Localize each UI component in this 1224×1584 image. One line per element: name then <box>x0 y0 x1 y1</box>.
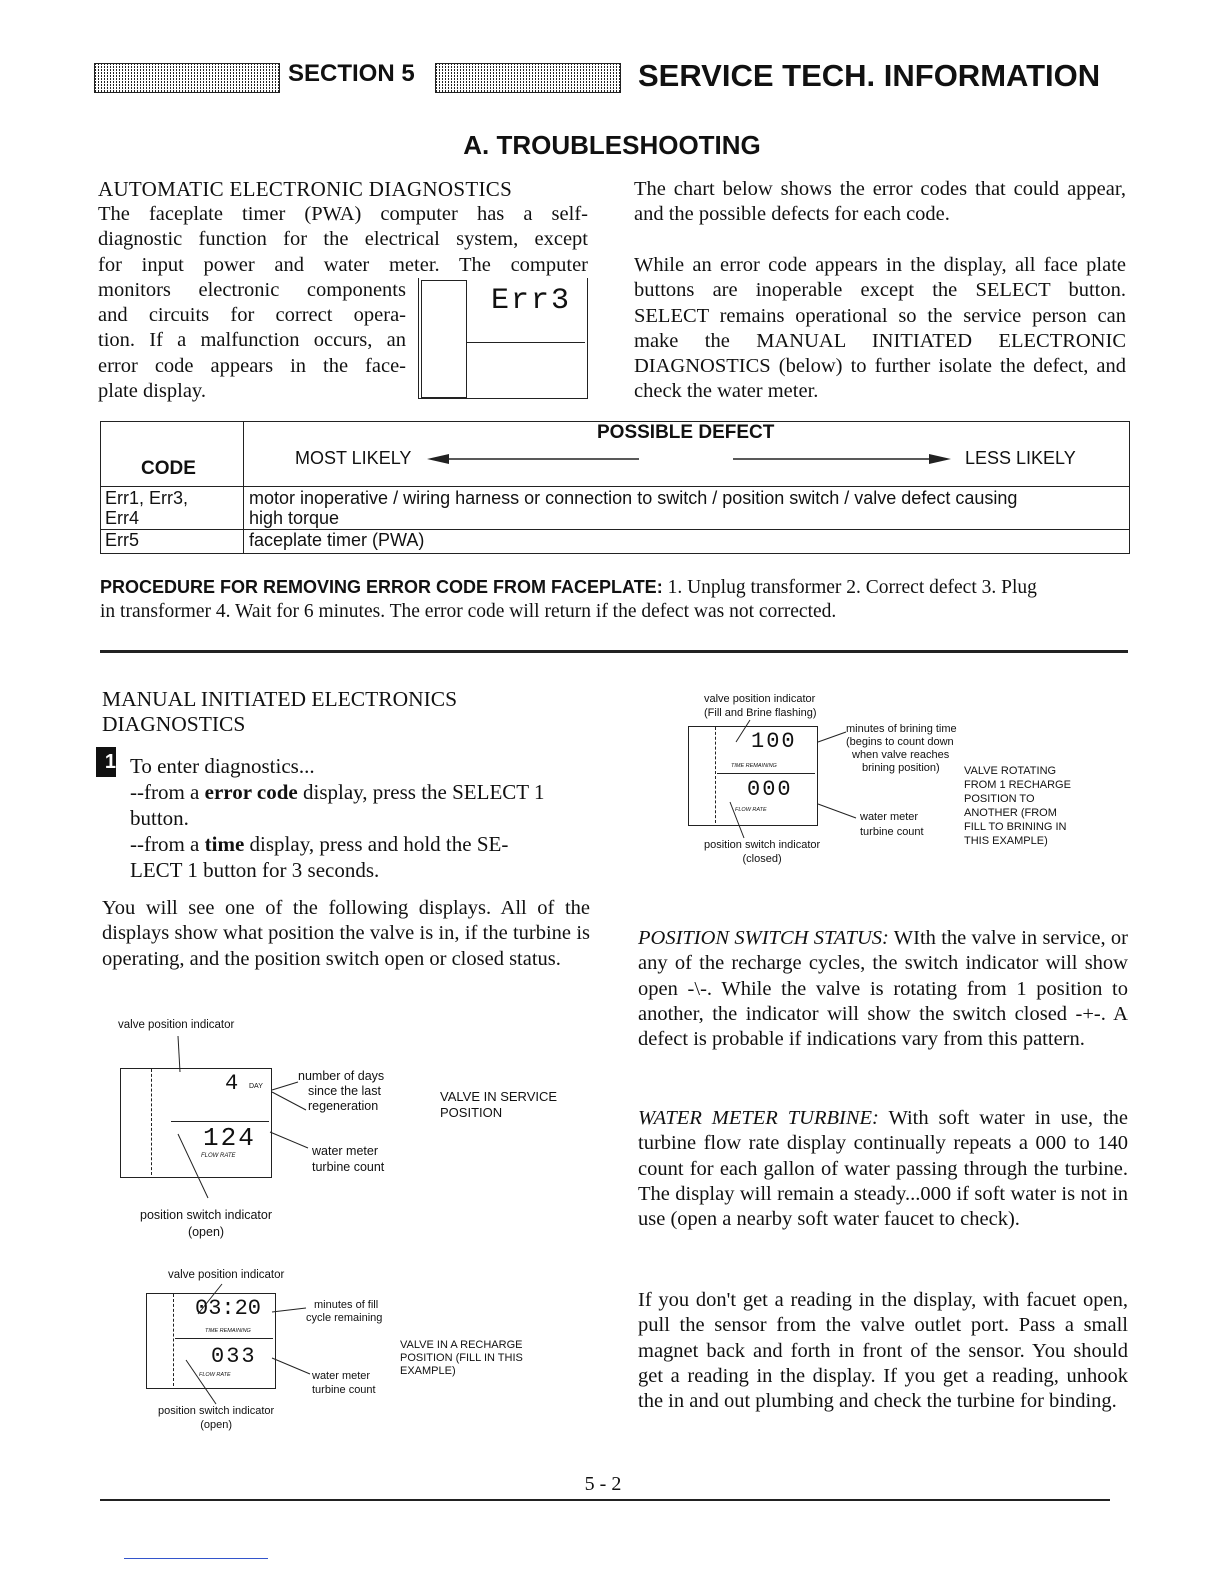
row1-code-line1: Err1, Err3, <box>105 488 189 508</box>
diag1-status-1: VALVE IN SERVICE <box>440 1089 558 1104</box>
diag3-status-5: FILL TO BRINING IN <box>964 821 1067 833</box>
diag2-divider <box>175 1338 273 1339</box>
step-a-prefix: --from a <box>130 780 205 804</box>
step-a-bold: error code <box>204 780 298 804</box>
row1-defect-line2: high torque <box>249 508 340 528</box>
step-b-bold: time <box>204 832 245 856</box>
diag1-label-meter: water meter <box>312 1144 378 1158</box>
defect-table <box>100 421 1130 554</box>
diag3-status-3: POSITION TO <box>964 793 1035 805</box>
diag3-flow-rate: FLOW RATE <box>735 807 767 813</box>
diag3-label-brining: brining position) <box>862 762 940 774</box>
manual-diag-heading-2: DIAGNOSTICS <box>102 712 246 736</box>
diag1-label-since: since the last <box>308 1084 381 1098</box>
procedure-text1: 1. Unplug transformer 2. Correct defect 3. Plug <box>662 577 1037 598</box>
position-switch-text: WIth the valve in service, or any of the recharge cycles, the switch indicator will show open -\-. While the valve is rotating from 1 position to another, the indicator will show the switch closed -+-. A defect is probable if indications vary from this pattern. <box>638 927 1128 1051</box>
row1-defect <box>249 488 1017 528</box>
diag1-label-days: number of days <box>298 1069 385 1083</box>
step-a-line2: button. <box>130 806 189 830</box>
diag1-callouts <box>298 1069 384 1114</box>
row2-code: Err5 <box>105 530 140 550</box>
diag1-top-digits: 4 <box>225 1071 241 1096</box>
diag1-status <box>440 1089 557 1121</box>
step-intro: To enter diagnostics... <box>130 754 315 778</box>
position-switch-para <box>638 926 1128 1052</box>
diag3-bottom-digits: 000 <box>747 777 793 802</box>
water-meter-para <box>638 1106 1128 1232</box>
diag3-valve-indicator: valve position indicator <box>704 693 816 705</box>
diag1-label-regen: regeneration <box>308 1099 379 1113</box>
diag3-label-meter: water meter <box>860 811 919 823</box>
step-number-badge: 1 <box>96 747 116 777</box>
procedure-line1 <box>100 577 1130 599</box>
diag1-level-column <box>121 1069 152 1175</box>
diag3-header <box>704 692 817 720</box>
table-header-divider <box>101 486 1129 487</box>
row1-code-line2: Err4 <box>105 508 140 528</box>
section-divider <box>100 650 1128 653</box>
most-likely-arrow-icon <box>427 452 639 466</box>
reading-para: If you don't get a reading in the display, with facuet open, pull the sensor from the valve outlet port. Pass a small magnet back and forth in front of the sensor. You should get a reading in the display. If you get a reading, unhook the in and out plumbing and check the turbine for binding. <box>638 1289 1128 1413</box>
water-meter-title: WATER METER TURBINE: <box>638 1107 879 1129</box>
section-subtitle: A. TROUBLESHOOTING <box>463 130 761 160</box>
lcd-divider <box>467 342 585 343</box>
diag2-status-3: EXAMPLE) <box>400 1365 456 1377</box>
procedure-label: PROCEDURE FOR REMOVING ERROR CODE FROM FACEPLATE: <box>100 577 663 597</box>
auto-diag-line-5: and circuits for correct opera- <box>98 304 406 327</box>
diag3-top-digits: 100 <box>751 729 797 754</box>
diag2-bottom-digits: 033 <box>211 1344 257 1369</box>
position-switch-title: POSITION SWITCH STATUS: <box>638 927 889 949</box>
diag3-valve-sub: (Fill and Brine flashing) <box>704 707 817 719</box>
diag2-switch-callout <box>158 1404 274 1432</box>
diag3-level-column <box>689 727 716 823</box>
procedure-line2: in transformer 4. Wait for 6 minutes. The error code will return if the defect was not corrected. <box>100 601 837 622</box>
diag2-time-remaining: TIME REMAINING <box>205 1328 251 1334</box>
auto-diag-line-6: tion. If a malfunction occurs, an <box>98 329 406 352</box>
displays-text: You will see one of the following displays. All of the displays show what position the valve is in, if the turbine is operating, and the position switch open or closed status. <box>102 897 590 970</box>
auto-diag-line-1: The faceplate timer (PWA) computer has a self- <box>98 203 588 225</box>
less-likely-arrow-icon <box>733 452 951 466</box>
diag2-meter-callout <box>312 1369 376 1397</box>
diag2-label-open: (open) <box>200 1419 232 1431</box>
diag2-status-1: VALVE IN A RECHARGE <box>400 1339 523 1351</box>
diag2-lcd <box>146 1293 276 1389</box>
step-a-line1 <box>130 779 544 805</box>
error-lcd-display <box>418 278 588 399</box>
auto-diag-line-2: diagnostic function for the electrical system, except <box>98 228 588 251</box>
auto-diag-line-7: error code appears in the face- <box>98 354 406 377</box>
right-intro-p1: The chart below shows the error codes that could appear, and the possible defects for each code. <box>634 178 1126 226</box>
diag3-time-remaining: TIME REMAINING <box>731 763 777 769</box>
diag3-lcd <box>688 726 818 826</box>
diag3-label-begins: (begins to count down <box>846 736 954 748</box>
diag2-valve-indicator: valve position indicator <box>168 1269 285 1281</box>
diag1-flow-rate: FLOW RATE <box>201 1153 236 1159</box>
row1-defect-line1: motor inoperative / wiring harness or connection to switch / position switch / valve defect causing <box>249 488 1018 508</box>
step-a-suffix: display, press the SELECT 1 <box>297 780 545 804</box>
step-b-line1 <box>130 831 544 857</box>
auto-diag-heading: AUTOMATIC ELECTRONIC DIAGNOSTICS <box>98 177 513 201</box>
diag3-switch-callout <box>704 838 820 866</box>
diag3-label-switch: position switch indicator <box>704 839 821 851</box>
table-col-divider <box>243 422 244 553</box>
diag2-top-digits: 03:20 <box>195 1296 262 1321</box>
diag3-meter-callout <box>860 810 924 840</box>
diag1-status-2: POSITION <box>440 1105 503 1120</box>
manual-diag-heading-1: MANUAL INITIATED ELECTRONICS <box>102 687 458 711</box>
diag2-label-cycle: cycle remaining <box>306 1312 383 1324</box>
diag3-label-minutes: minutes of brining time <box>846 723 957 735</box>
section-label: SECTION 5 <box>288 60 415 87</box>
lcd-level-column <box>421 280 467 398</box>
step-b-suffix: display, press and hold the SE- <box>244 832 509 856</box>
step-a <box>130 779 544 883</box>
auto-diag-line-8: plate display. <box>98 380 206 403</box>
diag3-status-4: ANOTHER (FROM <box>964 807 1057 819</box>
diag1-meter-callout <box>312 1143 384 1175</box>
diag1-day-label: DAY <box>249 1083 263 1090</box>
footer-rule <box>100 1499 1110 1501</box>
error-code-digits: Err3 <box>491 284 572 318</box>
diag1-lcd <box>120 1068 272 1178</box>
table-header-possible: POSSIBLE DEFECT <box>597 422 775 443</box>
page-number: 5 - 2 <box>584 1473 622 1495</box>
diag3-status <box>964 764 1071 848</box>
header-hatch-right <box>435 63 621 93</box>
step-b-line2: LECT 1 button for 3 seconds. <box>130 858 380 882</box>
diag1-bottom-digits: 124 <box>203 1123 256 1153</box>
diag3-divider <box>717 773 815 774</box>
diag2-label-switch: position switch indicator <box>158 1405 275 1417</box>
diag2-level-column <box>147 1294 174 1386</box>
diag2-label-meter: water meter <box>312 1370 371 1382</box>
footer-link-rule <box>124 1558 268 1559</box>
diag2-status-2: POSITION (FILL IN THIS <box>400 1352 523 1364</box>
row1-code <box>105 488 188 528</box>
table-header-code: CODE <box>141 458 196 479</box>
diag1-label-turbine: turbine count <box>312 1160 385 1174</box>
diag1-label-switch: position switch indicator <box>140 1208 273 1222</box>
diag2-flow-rate: FLOW RATE <box>199 1372 231 1378</box>
diag1-switch-callout <box>140 1207 272 1241</box>
diag3-label-turbine: turbine count <box>860 826 924 838</box>
auto-diag-line-3: for input power and water meter. The computer <box>98 253 588 276</box>
row2-defect: faceplate timer (PWA) <box>249 530 425 550</box>
diag3-label-when: when valve reaches <box>852 749 950 761</box>
diag3-status-1: VALVE ROTATING <box>964 765 1057 777</box>
diag1-label-open: (open) <box>187 1225 225 1239</box>
auto-diag-line-4: monitors electronic components <box>98 278 406 301</box>
diag1-valve-indicator: valve position indicator <box>118 1019 235 1031</box>
diag2-status <box>400 1339 523 1378</box>
diag2-minutes-callout <box>306 1299 382 1325</box>
diag3-status-2: FROM 1 RECHARGE <box>964 779 1071 791</box>
most-likely-label: MOST LIKELY <box>295 448 412 468</box>
water-meter-text: With soft water in use, the turbine flow rate display continually repeats a 000 to 140 count for each gallon of water passing through the turbine. The display will remain a steady...000 if soft water is not in use (open a nearby soft water faucet to check). <box>638 1107 1129 1231</box>
diag1-divider <box>171 1121 269 1122</box>
diag2-label-turbine: turbine count <box>312 1384 376 1396</box>
diag3-status-6: THIS EXAMPLE) <box>964 835 1048 847</box>
right-intro-p2: While an error code appears in the display, all face plate buttons are inoperable except the SELECT button. SELECT remains operational so the service person can make the MANUAL INITIATED ELECTRONIC DIAGNOSTICS (below) to further isolate the defect, and check the water meter. <box>634 254 1126 403</box>
page-title: SERVICE TECH. INFORMATION <box>638 58 1101 93</box>
step-b-prefix: --from a <box>130 832 205 856</box>
header-hatch-left <box>94 63 280 93</box>
diag3-minutes-callout <box>846 723 957 775</box>
less-likely-label: LESS LIKELY <box>965 448 1076 468</box>
diag2-label-minutes: minutes of fill <box>314 1299 379 1311</box>
diag3-label-closed: (closed) <box>742 853 782 865</box>
